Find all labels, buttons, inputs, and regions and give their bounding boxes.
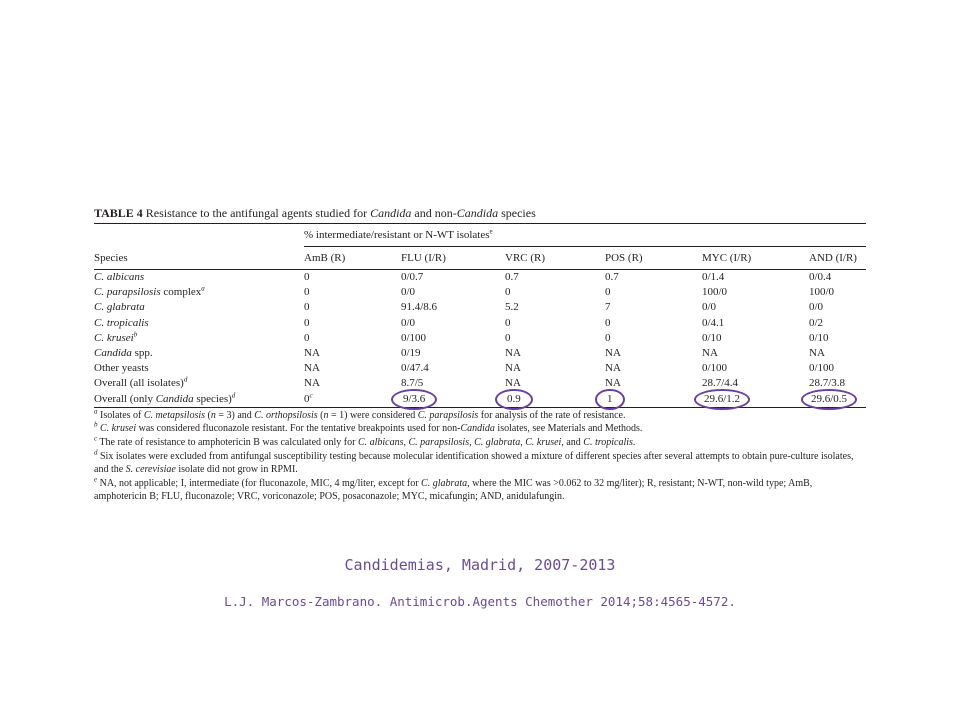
circled-value: 29.6/0.5 <box>809 392 849 407</box>
table-row <box>94 376 866 391</box>
footnote <box>94 422 866 436</box>
value-cell <box>809 331 866 346</box>
value-cell <box>505 316 605 331</box>
column-header: FLU (I/R) <box>401 247 505 270</box>
species-cell <box>94 361 304 376</box>
value-cell <box>605 331 702 346</box>
caption-part: Candida <box>456 206 499 220</box>
cell-value: NA <box>702 347 718 360</box>
cell-value: 0 <box>304 271 310 283</box>
table-number: TABLE 4 <box>94 206 143 220</box>
species-header: Species <box>94 247 304 270</box>
value-cell <box>304 316 401 331</box>
column-header: AND (I/R) <box>809 247 866 270</box>
value-cell <box>809 316 866 331</box>
cell-value: 0/100 <box>702 362 728 375</box>
cell-value: NA <box>505 377 521 390</box>
table-body <box>94 270 866 408</box>
footnote-text: C. krusei <box>100 423 137 435</box>
footnote-text: C. parapsilosis <box>417 409 479 421</box>
species-name: C. tropicalis <box>94 316 149 329</box>
caption-part: Resistance to the antifungal agents studied for <box>145 206 371 220</box>
footnote <box>94 477 866 504</box>
table-row <box>94 361 866 376</box>
value-cell <box>304 392 401 408</box>
cell-value: 0/0 <box>401 286 416 299</box>
circled-value: 1 <box>605 392 615 407</box>
species-suffix: complex <box>160 286 202 299</box>
value-cell <box>304 361 401 376</box>
value-cell <box>304 300 401 315</box>
column-header: VRC (R) <box>505 247 605 270</box>
species-cell <box>94 270 304 286</box>
circled-value: 29.6/1.2 <box>702 392 742 407</box>
caption-part: species <box>498 206 536 220</box>
cell-value: 0/100 <box>401 331 427 344</box>
footnote-text: = 1) were considered <box>328 409 418 421</box>
footnote <box>94 409 866 423</box>
table-caption-text <box>146 206 536 220</box>
value-cell <box>401 346 505 361</box>
species-prefix: Overall (only <box>94 392 156 405</box>
species-cell <box>94 392 304 408</box>
value-cell <box>304 285 401 300</box>
table-row <box>94 285 866 300</box>
value-cell <box>401 316 505 331</box>
value-cell <box>702 392 809 408</box>
footnote-text: S. cerevisiae <box>125 464 176 476</box>
cell-value: 100/0 <box>702 286 728 299</box>
value-cell <box>809 285 866 300</box>
value-cell <box>605 285 702 300</box>
species-name: Overall (all isolates) <box>94 377 184 390</box>
table-row <box>94 270 866 286</box>
cell-value: 0 <box>304 301 310 314</box>
footnote-mark: c <box>94 434 98 443</box>
cell-value: 0/0.7 <box>401 271 424 283</box>
footnote-text: C. metapsilosis <box>143 409 206 421</box>
cell-value: 0.7 <box>605 271 619 283</box>
value-cell <box>809 392 866 408</box>
value-cell <box>605 376 702 391</box>
cell-value: 91.4/8.6 <box>401 301 438 314</box>
value-cell <box>304 376 401 391</box>
species-name: Candida <box>155 392 194 405</box>
table-row <box>94 331 866 346</box>
footnote-text: Candida <box>460 423 495 435</box>
group-header: % intermediate/resistant or N-WT isolates$^e$ <box>304 224 866 247</box>
species-cell <box>94 285 304 300</box>
value-cell <box>809 300 866 315</box>
value-cell <box>702 346 809 361</box>
footnote-text: The rate of resistance to amphotericin B was calculated only for <box>97 437 358 449</box>
footnote-text: C. parapsilosis <box>408 437 470 449</box>
species-cell <box>94 331 304 346</box>
circled-value: 9/3.6 <box>401 392 427 407</box>
species-name: Candida <box>94 347 132 360</box>
value-cell <box>401 331 505 346</box>
cell-value: NA <box>505 347 521 360</box>
cell-value: 0.7 <box>505 271 519 283</box>
cell-value: 0/10 <box>702 331 722 344</box>
value-cell <box>304 346 401 361</box>
cell-value: 0/0 <box>401 316 416 329</box>
species-name: C. albicans <box>94 271 145 283</box>
table-row <box>94 300 866 315</box>
table-figure <box>94 206 866 504</box>
value-cell <box>505 361 605 376</box>
footnote-text: was considered fluconazole resistant. For the tentative breakpoints used for non- <box>136 423 461 435</box>
cell-value: 100/0 <box>809 286 835 299</box>
slide-title: Candidemias, Madrid, 2007-2013 <box>344 556 616 574</box>
species-name: C. parapsilosis <box>94 286 161 299</box>
cell-value: NA <box>304 377 320 390</box>
table-row <box>94 392 866 408</box>
footnote-mark: e <box>94 475 98 484</box>
cell-value: 0/10 <box>809 331 829 344</box>
value-cell <box>605 316 702 331</box>
cell-value: 0/2 <box>809 316 824 329</box>
cell-value: 0/100 <box>809 362 835 375</box>
value-cell <box>605 392 702 408</box>
cell-value: 0 <box>505 316 511 329</box>
footnote-text: , and <box>561 437 584 449</box>
value-cell <box>605 361 702 376</box>
table-row <box>94 346 866 361</box>
footnote-text: n <box>210 409 216 421</box>
slide-citation: L.J. Marcos-Zambrano. Antimicrob.Agents Chemother 2014;58:4565-4572. <box>224 594 736 609</box>
value-cell <box>702 300 809 315</box>
value-cell <box>702 285 809 300</box>
cell-value: 0 <box>605 316 611 329</box>
footnote-mark: d <box>231 390 236 399</box>
value-cell <box>605 270 702 286</box>
footnote-text: Six isolates were excluded from antifungal susceptibility testing because molecular identification showed a mixture of different species after several attempts to obtain pure-culture isolates, and the <box>94 450 854 476</box>
species-cell <box>94 346 304 361</box>
value-cell <box>505 392 605 408</box>
value-cell <box>702 361 809 376</box>
footnote-mark: d <box>94 448 98 457</box>
footnote-mark: a <box>94 407 98 416</box>
cell-value: 0 <box>304 316 310 329</box>
value-cell <box>304 270 401 286</box>
caption-part: and non- <box>411 206 457 220</box>
cell-value: 7 <box>605 301 611 314</box>
cell-value: 0/4.1 <box>702 316 725 329</box>
footnote-text: , <box>403 437 409 449</box>
value-cell <box>401 392 505 408</box>
species-cell <box>94 376 304 391</box>
cell-value: 0 <box>605 331 611 344</box>
footnote-mark: a <box>201 284 205 293</box>
footnote-text: C. krusei <box>525 437 562 449</box>
cell-value: 28.7/4.4 <box>702 377 739 390</box>
footnote-text: NA, not applicable; I, intermediate (for fluconazole, MIC, 4 mg/liter, except for <box>97 477 422 489</box>
value-cell <box>401 285 505 300</box>
cell-value: 5.2 <box>505 301 519 314</box>
value-cell <box>505 346 605 361</box>
footnote-text: = 3) and <box>215 409 255 421</box>
species-cell <box>94 300 304 315</box>
footnote-text: . <box>632 437 636 449</box>
cell-value: NA <box>809 347 825 360</box>
species-name: C. glabrata <box>94 301 145 314</box>
value-cell <box>809 346 866 361</box>
value-cell <box>505 270 605 286</box>
cell-value: 0 <box>505 286 511 299</box>
value-cell <box>702 331 809 346</box>
footnote-text: , <box>520 437 526 449</box>
footnote <box>94 436 866 450</box>
cell-value: 8.7/5 <box>401 377 424 390</box>
species-suffix: spp. <box>131 347 153 360</box>
table-footnotes <box>94 409 866 504</box>
cell-value: 0 <box>304 286 310 299</box>
cell-value: NA <box>605 362 621 375</box>
species-suffix: species) <box>193 392 232 405</box>
footnote-text: n <box>323 409 329 421</box>
footnote-mark: b <box>94 421 98 430</box>
value-cell <box>605 346 702 361</box>
value-cell <box>401 361 505 376</box>
footnote-text: C. glabrata <box>474 437 521 449</box>
value-cell <box>702 316 809 331</box>
footnote-text: Isolates of <box>97 409 144 421</box>
value-cell <box>809 361 866 376</box>
cell-value: 0 <box>304 392 310 405</box>
caption-part: Candida <box>370 206 412 220</box>
cell-value: 0 <box>505 331 511 344</box>
footnote-mark: c <box>309 390 313 399</box>
column-header: AmB (R) <box>304 247 401 270</box>
species-name: C. krusei <box>94 331 134 344</box>
value-cell <box>401 300 505 315</box>
value-cell <box>702 270 809 286</box>
cell-value: NA <box>505 362 521 375</box>
footnote-text: ( <box>205 409 211 421</box>
footnote-text: , where the MIC was >0.062 to 32 mg/liter); R, resistant; N-WT, non-wild type; AmB, amphotericin B; FLU, fluconazole; VRC, voriconazole; POS, posaconazole; MYC, micafungin; AND, anidulafungin. <box>94 477 813 503</box>
column-header: MYC (I/R) <box>702 247 809 270</box>
column-header: POS (R) <box>605 247 702 270</box>
value-cell <box>304 331 401 346</box>
cell-value: 0/0 <box>809 301 824 314</box>
value-cell <box>505 300 605 315</box>
cell-value: 0/0.4 <box>809 271 832 283</box>
species-cell <box>94 316 304 331</box>
footnote-text: , <box>469 437 475 449</box>
cell-value: NA <box>304 347 320 360</box>
circled-value: 0.9 <box>505 392 523 407</box>
footnote-text: isolate did not grow in RPMI. <box>175 464 298 476</box>
footnote-text: isolates, see Materials and Methods. <box>494 423 643 435</box>
footnote <box>94 450 866 477</box>
cell-value: 0/0 <box>702 301 717 314</box>
table-row <box>94 316 866 331</box>
value-cell <box>605 300 702 315</box>
cell-value: 28.7/3.8 <box>809 377 846 390</box>
cell-value: NA <box>304 362 320 375</box>
cell-value: NA <box>605 347 621 360</box>
footnote-text: C. glabrata <box>421 477 468 489</box>
footnote-mark: d <box>183 375 188 384</box>
value-cell <box>505 285 605 300</box>
footnote-text: C. albicans <box>357 437 404 449</box>
value-cell <box>401 270 505 286</box>
resistance-table <box>94 224 866 408</box>
value-cell <box>505 331 605 346</box>
value-cell <box>809 270 866 286</box>
footnote-mark: b <box>133 330 138 339</box>
species-name: Other yeasts <box>94 362 149 375</box>
cell-value: 0/1.4 <box>702 271 725 283</box>
footnote-text: C. tropicalis <box>583 437 633 449</box>
table-caption <box>94 206 866 221</box>
footnote-text: C. orthopsilosis <box>254 409 318 421</box>
group-header-row <box>94 224 866 247</box>
column-header-row <box>94 247 866 270</box>
footnote-text: ( <box>317 409 324 421</box>
cell-value: 0 <box>605 286 611 299</box>
footnote-text: for analysis of the rate of resistance. <box>478 409 626 421</box>
cell-value: 0/19 <box>401 347 421 360</box>
cell-value: 0/47.4 <box>401 362 429 375</box>
cell-value: NA <box>605 377 621 390</box>
cell-value: 0 <box>304 331 310 344</box>
